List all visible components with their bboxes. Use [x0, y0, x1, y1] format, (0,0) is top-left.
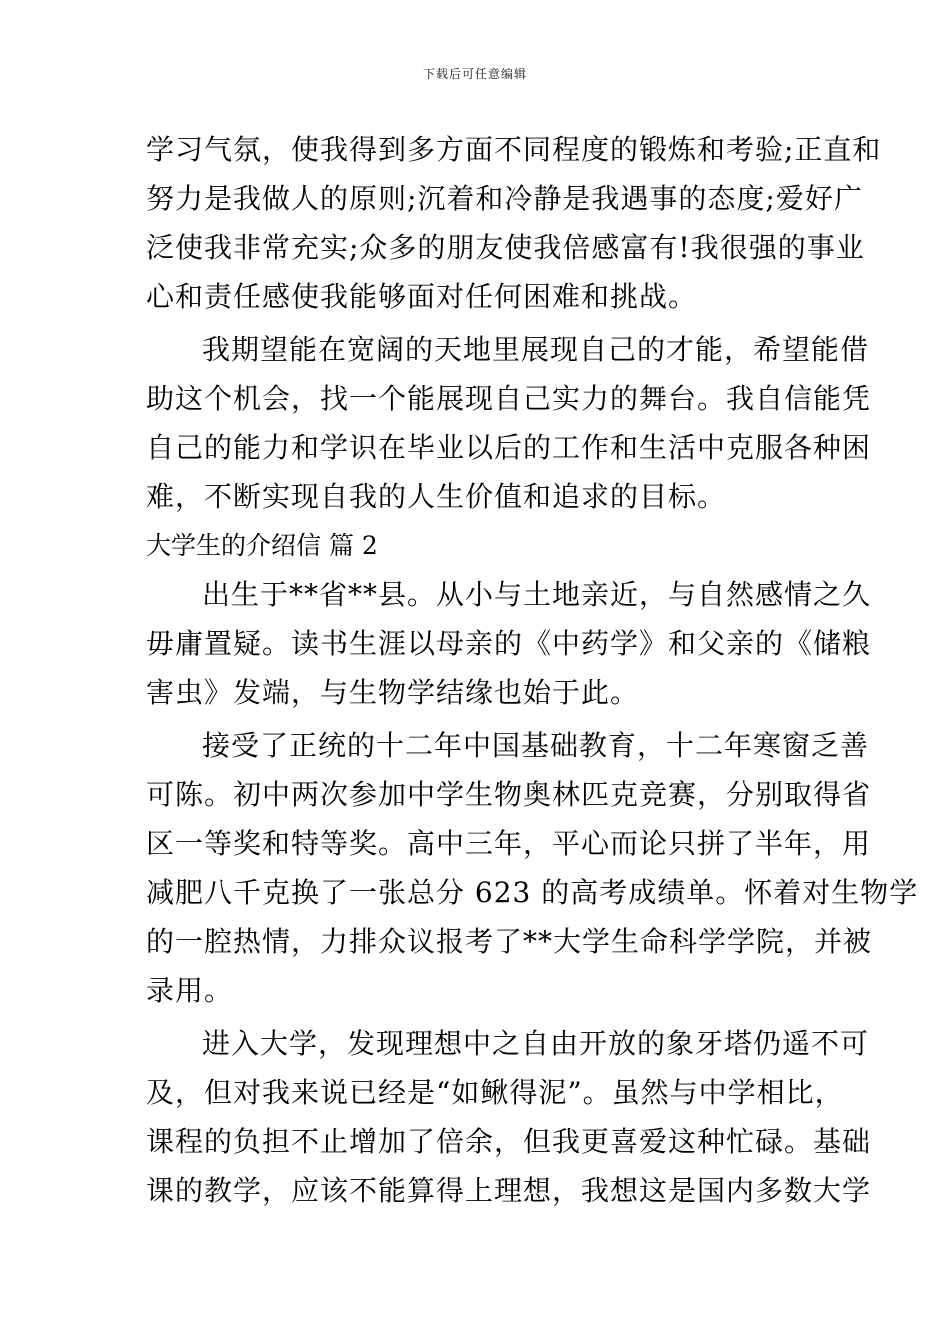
paragraph-4: [146, 721, 919, 1015]
text-line: 可陈。初中两次参加中学生物奥林匹克竞赛，分别取得省: [146, 778, 872, 811]
text-line: 努力是我做人的原则;沉着和冷静是我遇事的态度;爱好广: [146, 182, 863, 215]
paragraph-3: [146, 570, 872, 717]
text-line: 接受了正统的十二年中国基础教育，十二年寒窗乏善: [202, 729, 870, 762]
text-line: 难，不断实现自我的人生价值和追求的目标。: [146, 480, 727, 513]
text-line: 泛使我非常充实;众多的朋友使我倍感富有!我很强的事业: [146, 231, 865, 264]
paragraph-5: [146, 1019, 872, 1215]
text-line: 课程的负担不止增加了倍余，但我更喜爱这种忙碌。基础: [146, 1125, 872, 1158]
text-line: 进入大学，发现理想中之自由开放的象牙塔仍遥不可: [202, 1027, 870, 1060]
page-header-note: 下载后可任意编辑: [422, 67, 527, 81]
document-body: [146, 125, 919, 1215]
text-line: 的一腔热情，力排众议报考了**大学生命科学学院，并被: [146, 925, 873, 958]
paragraph-2: [146, 325, 872, 521]
text-line: 区一等奖和特等奖。高中三年，平心而论只拼了半年，用: [146, 827, 872, 860]
text-line: 录用。: [146, 974, 234, 1007]
paragraph-1: [146, 125, 882, 321]
text-line: 出生于**省**县。从小与土地亲近，与自然感情之久: [202, 578, 872, 611]
text-line: 害虫》发端，与生物学结缘也始于此。: [146, 676, 640, 709]
text-line: 毋庸置疑。读书生涯以母亲的《中药学》和父亲的《储粮: [146, 627, 872, 660]
text-line: 我期望能在宽阔的天地里展现自己的才能，希望能借: [202, 333, 870, 366]
text-line: 自己的能力和学识在毕业以后的工作和生活中克服各种困: [146, 431, 872, 464]
text-line: 减肥八千克换了一张总分 623 的高考成绩单。怀着对生物学: [146, 876, 919, 909]
text-line: 助这个机会，找一个能展现自己实力的舞台。我自信能凭: [146, 382, 872, 415]
text-line: 课的教学，应该不能算得上理想，我想这是国内多数大学: [146, 1174, 872, 1207]
text-line: 及，但对我来说已经是“如鳅得泥”。虽然与中学相比，: [146, 1076, 844, 1109]
text-line: 心和责任感使我能够面对任何困难和挑战。: [146, 280, 698, 313]
section-title: 大学生的介绍信 篇 2: [146, 531, 378, 560]
text-line: 学习气氛，使我得到多方面不同程度的锻炼和考验;正直和: [146, 133, 882, 166]
